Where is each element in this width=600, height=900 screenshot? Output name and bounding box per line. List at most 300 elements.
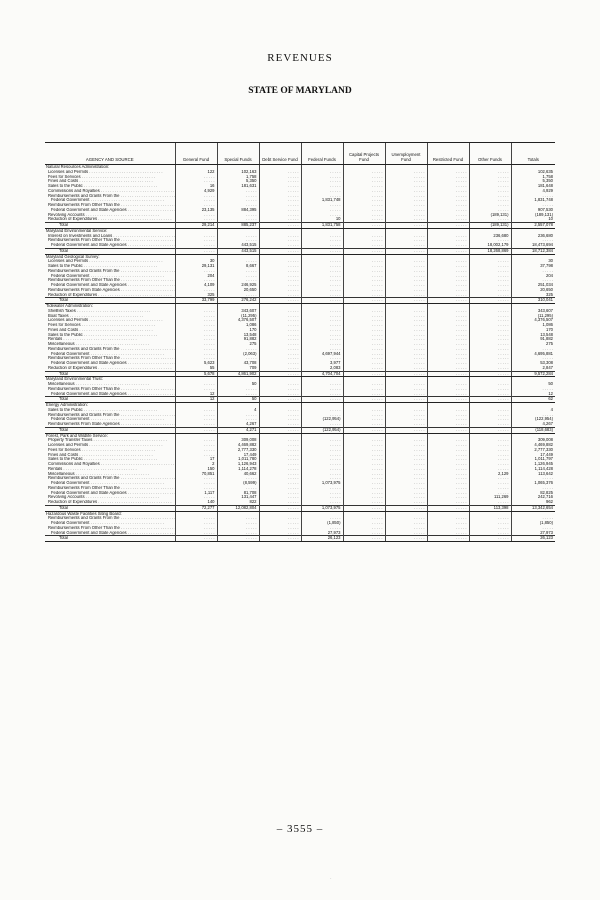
value-cell: (189,131) <box>469 213 511 218</box>
value-cell: . . . . . <box>385 371 427 377</box>
value-cell: 18,268,869 <box>469 248 511 254</box>
value-cell: 72,277 <box>175 505 217 511</box>
value-cell: . . . . . <box>259 387 301 392</box>
value-cell: 1,758 <box>511 175 555 180</box>
value-cell: . . . . . <box>217 516 259 521</box>
value-cell: . . . . . <box>427 184 469 189</box>
value-cell: 4,861,902 <box>217 371 259 377</box>
value-cell: . . . . . <box>427 438 469 443</box>
value-cell: . . . . . <box>217 234 259 239</box>
value-cell: . . . . . <box>427 269 469 274</box>
value-cell: 204 <box>511 274 555 279</box>
value-cell: 276,242 <box>217 298 259 304</box>
value-cell: . . . . . <box>343 486 385 491</box>
value-cell: . . . . . <box>469 427 511 433</box>
value-cell: . . . . . <box>469 438 511 443</box>
column-header: Capital Projects Fund <box>343 143 385 165</box>
value-cell: 20,650 <box>511 288 555 293</box>
value-cell: (11,295) <box>217 314 259 319</box>
value-cell: . . . . . <box>469 189 511 194</box>
scan-mark: · <box>330 877 332 882</box>
row-label: Shellfish Taxes . . . <box>45 309 175 314</box>
value-cell: . . . . . <box>259 536 301 542</box>
value-cell: . . . . . <box>343 203 385 208</box>
value-cell: 962 <box>511 500 555 505</box>
value-cell: . . . . . <box>469 318 511 323</box>
value-cell: 251,034 <box>511 283 555 288</box>
value-cell: . . . . . <box>469 217 511 222</box>
value-cell: . . . . . <box>217 293 259 298</box>
value-cell: 18,473,694 <box>511 243 555 248</box>
value-cell: . . . . . <box>469 208 511 213</box>
value-cell: . . . . . <box>175 427 217 433</box>
value-cell: . . . . . <box>259 481 301 486</box>
value-cell: 2,129 <box>469 472 511 477</box>
value-cell: . . . . . <box>259 259 301 264</box>
value-cell: . . . . . <box>343 179 385 184</box>
value-cell: . . . . . <box>469 333 511 338</box>
value-cell: . . . . . <box>427 333 469 338</box>
value-cell: 1,117 <box>175 491 217 496</box>
value-cell: 1,065,376 <box>511 481 555 486</box>
value-cell: . . . . . <box>385 387 427 392</box>
value-cell: . . . . . <box>385 397 427 403</box>
value-cell: 13,548 <box>217 333 259 338</box>
value-cell: . . . . . <box>259 283 301 288</box>
value-cell: . . . . . <box>259 486 301 491</box>
value-cell: . . . . . <box>259 243 301 248</box>
value-cell: . . . . . <box>175 422 217 427</box>
value-cell: 26,123 <box>301 536 343 542</box>
value-cell: . . . . . <box>343 293 385 298</box>
value-cell: . . . . . <box>259 427 301 433</box>
value-cell: . . . . . <box>301 238 343 243</box>
value-cell: . . . . . <box>301 274 343 279</box>
value-cell: . . . . . <box>259 314 301 319</box>
value-cell: . . . . . <box>385 234 427 239</box>
value-cell: . . . . . <box>343 392 385 397</box>
value-cell: . . . . . <box>259 438 301 443</box>
value-cell: 1,831,748 <box>511 198 555 203</box>
value-cell: . . . . . <box>259 170 301 175</box>
value-cell: . . . . . <box>511 347 555 352</box>
row-label: Natural Resources Administration: <box>46 164 110 169</box>
value-cell: . . . . . <box>427 467 469 472</box>
value-cell: 1,126,943 <box>217 462 259 467</box>
value-cell: . . . . . <box>259 397 301 403</box>
value-cell: . . . . . <box>301 264 343 269</box>
value-cell: 113,398 <box>469 505 511 511</box>
row-label: Federal Government and State Agencies . . . <box>45 208 175 213</box>
value-cell: . . . . . <box>469 342 511 347</box>
value-cell: . . . . . <box>385 223 427 229</box>
value-cell: . . . . . <box>469 309 511 314</box>
value-cell: . . . . . <box>427 422 469 427</box>
value-cell: . . . . . <box>427 516 469 521</box>
value-cell: . . . . . <box>343 495 385 500</box>
value-cell: 4,695,881 <box>511 352 555 357</box>
value-cell: . . . . . <box>259 356 301 361</box>
value-cell: . . . . . <box>427 457 469 462</box>
value-cell: . . . . . <box>427 443 469 448</box>
value-cell: 53,308 <box>511 361 555 366</box>
row-label: Federal Government . . . <box>45 521 175 526</box>
value-cell: 242,716 <box>511 495 555 500</box>
value-cell: 17,449 <box>511 453 555 458</box>
value-cell: . . . . . <box>343 505 385 511</box>
value-cell: . . . . . <box>469 516 511 521</box>
value-cell: . . . . . <box>469 347 511 352</box>
value-cell: 2,083 <box>301 366 343 371</box>
value-cell: . . . . . <box>343 333 385 338</box>
value-cell: 709 <box>217 366 259 371</box>
value-cell: . . . . . <box>469 184 511 189</box>
value-cell: . . . . . <box>301 175 343 180</box>
value-cell: . . . . . <box>385 352 427 357</box>
value-cell: . . . . . <box>301 413 343 418</box>
value-cell: . . . . . <box>301 333 343 338</box>
row-label: Commissions and Royalties . . . <box>45 189 175 194</box>
value-cell: 26,123 <box>511 536 555 542</box>
value-cell: . . . . . <box>343 491 385 496</box>
value-cell: . . . . . <box>175 481 217 486</box>
value-cell: . . . . . <box>259 223 301 229</box>
value-cell: . . . . . <box>259 521 301 526</box>
value-cell: . . . . . <box>259 203 301 208</box>
value-cell: . . . . . <box>343 366 385 371</box>
value-cell: . . . . . <box>301 457 343 462</box>
value-cell: 4,929 <box>175 189 217 194</box>
value-cell: . . . . . <box>175 387 217 392</box>
value-cell: . . . . . <box>469 203 511 208</box>
value-cell: . . . . . <box>385 500 427 505</box>
row-label: Reimbursements and Grants From the . . . <box>45 476 175 481</box>
value-cell: . . . . . <box>217 278 259 283</box>
value-cell: 82,825 <box>511 491 555 496</box>
value-cell: . . . . . <box>175 476 217 481</box>
value-cell: . . . . . <box>217 347 259 352</box>
value-cell: . . . . . <box>469 356 511 361</box>
value-cell: 37,798 <box>511 264 555 269</box>
value-cell: . . . . . <box>469 476 511 481</box>
value-cell: 13,342,654 <box>511 505 555 511</box>
value-cell: . . . . . <box>301 283 343 288</box>
row-label: Sales to the Public . . . <box>45 264 175 269</box>
value-cell: . . . . . <box>301 491 343 496</box>
value-cell: . . . . . <box>217 213 259 218</box>
value-cell: . . . . . <box>301 323 343 328</box>
value-cell: . . . . . <box>469 467 511 472</box>
value-cell: 1,073,975 <box>301 481 343 486</box>
row-label: Hazardous Waste Facilities Siting Board: <box>46 511 122 516</box>
value-cell: . . . . . <box>301 408 343 413</box>
value-cell: . . . . . <box>259 175 301 180</box>
value-cell: . . . . . <box>469 397 511 403</box>
value-cell: . . . . . <box>385 361 427 366</box>
value-cell: . . . . . <box>259 198 301 203</box>
value-cell: 170 <box>511 328 555 333</box>
value-cell: 1,086 <box>511 323 555 328</box>
value-cell: . . . . . <box>385 264 427 269</box>
value-cell: . . . . . <box>427 337 469 342</box>
value-cell: 20,650 <box>217 288 259 293</box>
value-cell: . . . . . <box>343 371 385 377</box>
value-cell: . . . . . <box>301 495 343 500</box>
value-cell: . . . . . <box>175 382 217 387</box>
row-label: Fines and Costs . . . <box>45 453 175 458</box>
value-cell: . . . . . <box>259 347 301 352</box>
row-label: Federal Government and State Agencies . . . <box>45 361 175 366</box>
value-cell: . . . . . <box>343 269 385 274</box>
value-cell: . . . . . <box>385 422 427 427</box>
value-cell: . . . . . <box>343 413 385 418</box>
value-cell: . . . . . <box>469 283 511 288</box>
value-cell: 29,214 <box>175 223 217 229</box>
value-cell: . . . . . <box>301 203 343 208</box>
row-label: Federal Government . . . <box>45 481 175 486</box>
value-cell: . . . . . <box>385 408 427 413</box>
value-cell: . . . . . <box>175 288 217 293</box>
row-label: Reimbursements From State Agencies . . . <box>45 288 175 293</box>
value-cell: . . . . . <box>259 337 301 342</box>
value-cell: . . . . . <box>343 397 385 403</box>
value-cell: 275 <box>217 342 259 347</box>
value-cell: . . . . . <box>385 462 427 467</box>
value-cell: . . . . . <box>301 526 343 531</box>
value-cell: . . . . . <box>343 189 385 194</box>
value-cell: . . . . . <box>301 298 343 304</box>
value-cell: . . . . . <box>385 457 427 462</box>
value-cell: . . . . . <box>469 170 511 175</box>
value-cell: . . . . . <box>385 298 427 304</box>
value-cell: . . . . . <box>511 269 555 274</box>
value-cell: . . . . . <box>259 417 301 422</box>
value-cell: . . . . . <box>301 462 343 467</box>
value-cell: . . . . . <box>343 175 385 180</box>
value-cell: . . . . . <box>427 288 469 293</box>
value-cell: 50 <box>217 397 259 403</box>
value-cell: . . . . . <box>301 318 343 323</box>
value-cell: . . . . . <box>259 189 301 194</box>
value-cell: . . . . . <box>259 366 301 371</box>
value-cell: . . . . . <box>511 526 555 531</box>
row-label: Miscellaneous . . . <box>45 342 175 347</box>
value-cell: . . . . . <box>343 213 385 218</box>
value-cell: . . . . . <box>511 516 555 521</box>
value-cell: . . . . . <box>259 269 301 274</box>
value-cell: 4,109 <box>175 283 217 288</box>
value-cell: . . . . . <box>427 392 469 397</box>
value-cell: (122,954) <box>301 417 343 422</box>
value-cell: . . . . . <box>217 413 259 418</box>
value-cell: . . . . . <box>343 516 385 521</box>
value-cell: . . . . . <box>385 248 427 254</box>
value-cell: . . . . . <box>259 309 301 314</box>
value-cell: . . . . . <box>385 243 427 248</box>
value-cell: . . . . . <box>343 309 385 314</box>
value-cell: 2,847 <box>511 366 555 371</box>
value-cell: 102,163 <box>217 170 259 175</box>
value-cell: . . . . . <box>427 413 469 418</box>
value-cell: 4,271 <box>217 427 259 433</box>
value-cell: 122 <box>175 170 217 175</box>
value-cell: 10 <box>511 217 555 222</box>
value-cell: . . . . . <box>175 337 217 342</box>
row-label: Maryland Environmental Service: <box>46 228 108 233</box>
value-cell: 5,350 <box>217 179 259 184</box>
row-label: Reimbursements From Other Than the . . . <box>45 203 175 208</box>
total-row <box>45 536 555 542</box>
value-cell: . . . . . <box>217 189 259 194</box>
value-cell: . . . . . <box>259 323 301 328</box>
row-label: Miscellaneous . . . <box>45 472 175 477</box>
value-cell: . . . . . <box>175 328 217 333</box>
value-cell: . . . . . <box>385 417 427 422</box>
value-cell: . . . . . <box>385 175 427 180</box>
value-cell: . . . . . <box>427 531 469 536</box>
value-cell: 40,662 <box>217 472 259 477</box>
value-cell: 27,973 <box>511 531 555 536</box>
value-cell: . . . . . <box>343 208 385 213</box>
row-label: Reduction of Expenditures . . . <box>45 366 175 371</box>
value-cell: 236,680 <box>469 234 511 239</box>
value-cell: 181,631 <box>217 184 259 189</box>
value-cell: . . . . . <box>385 328 427 333</box>
value-cell: . . . . . <box>217 274 259 279</box>
value-cell: 822 <box>217 500 259 505</box>
row-label: Reimbursements From Other Than the . . . <box>45 486 175 491</box>
row-label: Fees for Services . . . <box>45 323 175 328</box>
value-cell: . . . . . <box>469 264 511 269</box>
value-cell: 907,530 <box>511 208 555 213</box>
value-cell: . . . . . <box>301 234 343 239</box>
value-cell: . . . . . <box>343 408 385 413</box>
value-cell: . . . . . <box>385 531 427 536</box>
value-cell: . . . . . <box>385 427 427 433</box>
value-cell: 1,086 <box>217 323 259 328</box>
value-cell: 4,376,507 <box>511 318 555 323</box>
value-cell: . . . . . <box>259 371 301 377</box>
value-cell: . . . . . <box>259 342 301 347</box>
value-cell: . . . . . <box>343 194 385 199</box>
value-cell: . . . . . <box>301 213 343 218</box>
value-cell: 325 <box>175 293 217 298</box>
value-cell: . . . . . <box>385 347 427 352</box>
value-cell: . . . . . <box>301 243 343 248</box>
row-label: Miscellaneous . . . <box>45 382 175 387</box>
row-label: Maryland Environmental Trust: <box>46 376 103 382</box>
value-cell: . . . . . <box>259 531 301 536</box>
value-cell: . . . . . <box>175 323 217 328</box>
value-cell: . . . . . <box>427 170 469 175</box>
value-cell: . . . . . <box>301 293 343 298</box>
value-cell: . . . . . <box>343 453 385 458</box>
value-cell: 325 <box>511 293 555 298</box>
value-cell: . . . . . <box>427 427 469 433</box>
value-cell: 1,126,945 <box>511 462 555 467</box>
value-cell: . . . . . <box>385 278 427 283</box>
value-cell: . . . . . <box>301 288 343 293</box>
value-cell: 12 <box>175 392 217 397</box>
value-cell: . . . . . <box>385 293 427 298</box>
value-cell: 236,680 <box>511 234 555 239</box>
value-cell: . . . . . <box>385 448 427 453</box>
value-cell: . . . . . <box>343 278 385 283</box>
value-cell: . . . . . <box>217 259 259 264</box>
value-cell: 16 <box>175 184 217 189</box>
value-cell: . . . . . <box>175 278 217 283</box>
value-cell: . . . . . <box>343 184 385 189</box>
value-cell: . . . . . <box>385 217 427 222</box>
row-label: Tidewater Administration: <box>46 303 93 308</box>
value-cell: . . . . . <box>343 417 385 422</box>
row-label: Fees for Services . . . <box>45 448 175 453</box>
row-label: Commissions and Royalties . . . <box>45 462 175 467</box>
value-cell: . . . . . <box>175 175 217 180</box>
value-cell: . . . . . <box>385 491 427 496</box>
value-cell: . . . . . <box>511 486 555 491</box>
value-cell: . . . . . <box>217 526 259 531</box>
value-cell: . . . . . <box>217 356 259 361</box>
value-cell: . . . . . <box>469 443 511 448</box>
value-cell: 17,449 <box>217 453 259 458</box>
value-cell: . . . . . <box>343 347 385 352</box>
value-cell: 102,635 <box>511 170 555 175</box>
value-cell: 4,469,882 <box>217 443 259 448</box>
value-cell: . . . . . <box>175 269 217 274</box>
value-cell: 204 <box>175 274 217 279</box>
value-cell: . . . . . <box>175 198 217 203</box>
value-cell: . . . . . <box>469 323 511 328</box>
value-cell: . . . . . <box>427 417 469 422</box>
value-cell: . . . . . <box>343 243 385 248</box>
value-cell: 1,011,780 <box>217 457 259 462</box>
value-cell: . . . . . <box>217 531 259 536</box>
value-cell: . . . . . <box>427 462 469 467</box>
value-cell: . . . . . <box>469 536 511 542</box>
row-label: Reimbursements and Grants From the . . . <box>45 347 175 352</box>
table-body <box>45 165 555 542</box>
value-cell: . . . . . <box>175 413 217 418</box>
value-cell: . . . . . <box>301 347 343 352</box>
value-cell: 343,607 <box>511 309 555 314</box>
value-cell: (189,131) <box>511 213 555 218</box>
value-cell: 62 <box>511 397 555 403</box>
value-cell: 27,973 <box>301 531 343 536</box>
row-label: Total <box>45 248 175 254</box>
table-header <box>45 143 555 165</box>
value-cell: . . . . . <box>259 274 301 279</box>
value-cell: 2,777,330 <box>511 448 555 453</box>
value-cell: . . . . . <box>259 500 301 505</box>
value-cell: . . . . . <box>259 526 301 531</box>
value-cell: 8,667 <box>217 264 259 269</box>
value-cell: 1,758 <box>217 175 259 180</box>
value-cell: . . . . . <box>259 208 301 213</box>
value-cell: . . . . . <box>301 328 343 333</box>
value-cell: . . . . . <box>175 526 217 531</box>
value-cell: . . . . . <box>259 278 301 283</box>
value-cell: 310,041 <box>511 298 555 304</box>
row-label: Sales to the Public . . . <box>45 457 175 462</box>
value-cell: . . . . . <box>259 443 301 448</box>
value-cell: . . . . . <box>217 521 259 526</box>
value-cell: . . . . . <box>217 269 259 274</box>
value-cell: . . . . . <box>301 248 343 254</box>
value-cell: . . . . . <box>427 448 469 453</box>
value-cell: . . . . . <box>259 382 301 387</box>
value-cell: . . . . . <box>301 392 343 397</box>
